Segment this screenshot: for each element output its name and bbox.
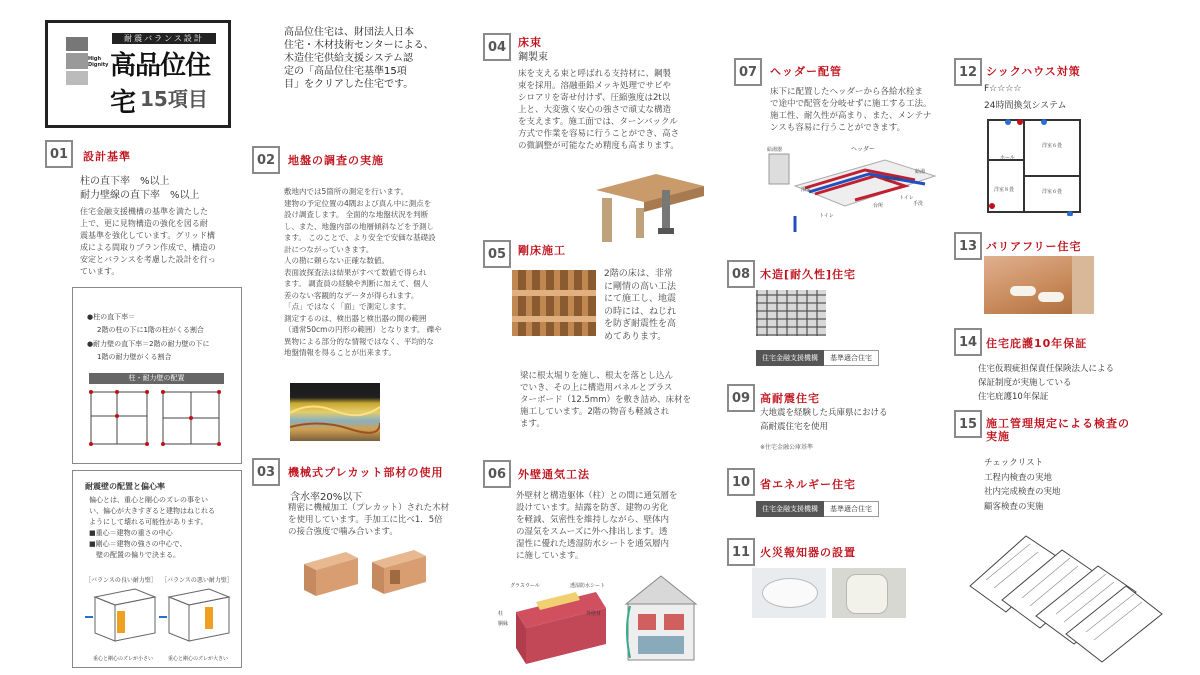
lbl-kyuto: 給湯 — [915, 169, 926, 175]
title-05: 剛床施工 — [518, 244, 566, 257]
lbl-toilet2: トイレ — [899, 195, 914, 201]
num-10: 10 — [727, 468, 755, 496]
title-01: 設計基準 — [83, 150, 131, 163]
s14-body: 住宅仮瑕疵担保責任保険法人による 保証制度が実施している 住宅庇護10年保証 — [978, 364, 1115, 402]
lbl-kitchen: 台所 — [873, 203, 884, 209]
num-07: 07 — [734, 58, 762, 86]
s07-body: 床下に配置したヘッダーから各給水栓ま で途中で配管を分岐せずに施工する工法。 施工性、耐久性が高まり、また、メンテナ ンスも容易に行うことができます。 — [770, 87, 932, 133]
title-08: 木造[耐久性]住宅 — [760, 268, 857, 281]
header-box — [45, 20, 231, 128]
checklist-documents-image — [966, 516, 1166, 666]
steel-post-image — [596, 168, 704, 250]
s01-diagram-box1 — [72, 287, 242, 464]
lbl-exterior: 外壁材 — [586, 611, 602, 617]
box1-line2: 2階の柱の下に1階の柱がくる割合 — [97, 326, 204, 334]
num-08: 08 — [727, 260, 755, 288]
s01-line2: 耐力壁線の直下率 %以上 — [80, 190, 200, 201]
good-label: ［バランスの良い耐力壁］ — [85, 577, 157, 584]
title-13: バリアフリー住宅 — [986, 240, 1082, 253]
num-11: 11 — [727, 538, 755, 566]
header-count: 15項目 — [140, 87, 208, 111]
s03-line1: 含水率20%以下 — [290, 492, 363, 503]
title-04: 床束 — [518, 36, 542, 49]
num-01: 01 — [45, 140, 73, 168]
house-vent-image — [616, 570, 706, 666]
lbl-toilet: トイレ — [819, 213, 834, 219]
lbl-sheet: 透湿防水シート — [570, 583, 606, 589]
ground-survey-image — [290, 383, 380, 441]
num-03: 03 — [252, 458, 280, 486]
floor-joist-image — [512, 270, 596, 336]
title-06: 外壁通気工法 — [518, 468, 590, 481]
s02-body: 敷地内では5箇所の測定を行います。 建物の予定位置の4隅および真ん中に測点を 設け調査します。 全面的な地盤状況を判断 し、また、地盤内部の地層傾斜などを予測し ます。 このことで、より安全で安価な基礎設 計につながっていきます。 人の勘に頼らない正確な数値。 表面波探査法は結果がすべて数値で得られ ます。 調査員の経験や判断に加えて、個人 差のない客観的なデータが得られます。 「点」ではなく「面」で測定します。 測定するのは、検出器と検出器の間の範囲 （通常50cmの円形の範囲）となります。 礫や 異物による部分的な情報ではなく、平均的な 地盤情報を得ることが出来ます。 — [284, 187, 442, 357]
cap-bad: 重心と剛心のズレが大きい — [168, 656, 229, 662]
title-11: 火災報知器の設置 — [760, 546, 856, 559]
precut-wood-image — [296, 544, 436, 600]
header-piping-image — [765, 146, 940, 232]
room2: ホール — [1000, 155, 1015, 161]
s15-body: チェックリスト 工程内検査の実地 社内完成検査の実地 顧客検査の実施 — [984, 458, 1061, 512]
room3: 洋室８畳 — [994, 187, 1015, 193]
box1-line3: ●耐力壁の直下率＝2階の耐力壁の下に — [87, 340, 210, 348]
s09-body: 大地震を経験した兵庫県における 高耐震住宅を使用 — [760, 408, 888, 432]
s03-body: 精密に機械加工（プレカット）された木材 を使用しています。手加工に比べ1．5倍 の接合強度で噛み合います。 — [288, 503, 450, 537]
title-03: 機械式プレカット部材の使用 — [288, 466, 444, 479]
fire-alarm-image — [752, 568, 906, 618]
wall-section-image — [496, 582, 616, 670]
title-14: 住宅庇護10年保証 — [986, 337, 1088, 350]
room4: 洋室６畳 — [1042, 189, 1063, 195]
lbl-wash: 洗面所 — [885, 177, 901, 183]
s05-body-right: 2階の床は、非常 に剛情の高い工法 にて施工し、地震 の時には、ねじれ を防ぎ耐震性を高 めてあります。 — [604, 269, 677, 342]
num-14: 14 — [954, 328, 982, 356]
balance-diagram — [85, 585, 235, 643]
title-09: 高耐震住宅 — [760, 392, 820, 405]
lbl-wc: 手洗 — [913, 201, 924, 207]
lbl-bath: 浴室 — [801, 187, 812, 193]
s09-note: ※住宅金融公庫基準 — [760, 444, 814, 451]
durable-house-image — [756, 290, 826, 336]
s08-tag — [756, 350, 879, 366]
num-02: 02 — [252, 146, 280, 174]
box2-title: 耐震壁の配置と偏心率 — [85, 482, 165, 491]
s08-tag-dark: 住宅金融支援機構 — [756, 350, 824, 366]
num-04: 04 — [483, 33, 511, 61]
title-12: シックハウス対策 — [986, 65, 1081, 78]
num-13: 13 — [954, 232, 982, 260]
title-10: 省エネルギー住宅 — [760, 478, 856, 491]
barrier-free-image — [984, 256, 1094, 314]
num-06: 06 — [483, 460, 511, 488]
box1-line1: ●柱の直下率＝ — [87, 313, 136, 321]
s06-body: 外壁材と構造躯体（柱）との間に通気層を 設けています。結露を防ぎ、建物の劣化 を軽減、気密性を維持しながら、壁体内 の湿気をスムーズに外へ排出します。透 湿性に優れた透湿防水シートを通気層内 に施しています。 — [516, 491, 678, 561]
header-small-title: 耐震バランス設計 — [112, 33, 216, 44]
box1-banner: 柱・耐力壁の配置 — [89, 373, 224, 384]
s01-line1: 柱の直下率 %以上 — [80, 176, 170, 187]
title-07: ヘッダー配管 — [770, 65, 842, 78]
floor-plan-diagram — [87, 388, 227, 452]
s05-body: 梁に根太堀りを施し、根太を落とし込ん でいき、その上に構造用パネルとプラス ターボード（12.5mm）を敷き詰め、床材を 施工しています。2階の物音も軽減され ます。 — [520, 371, 692, 429]
high-dignity-label: High Dignity — [88, 56, 109, 68]
s01-diagram-box2 — [72, 470, 242, 668]
num-05: 05 — [483, 240, 511, 268]
s04-body: 床を支える束と呼ばれる支持材に、鋼製 束を採用。溶融亜鉛メッキ処理でサビや シロアリを寄せ付けず、圧縮強度は2t以 上と、大変強く安心の強さで頑丈な構造 を支えます。施工面では、ターンバックル 方式で作業を容易に行うことができ、高さ の微調整が可能なため精度も高まります。 — [518, 69, 680, 151]
s10-tag-light: 基準適合住宅 — [824, 501, 879, 517]
bad-label: ［バランスの悪い耐力壁］ — [161, 577, 233, 584]
box1-line4: 1階の耐力壁がくる割合 — [97, 353, 172, 361]
s08-tag-light: 基準適合住宅 — [824, 350, 879, 366]
header-main-title: 高品位住宅 — [110, 51, 211, 118]
title-15: 施工管理規定による検査の 実施 — [986, 417, 1130, 443]
title-02: 地盤の調査の実施 — [288, 154, 384, 167]
lbl-header: ヘッダー — [851, 146, 876, 153]
lbl-hot: 給湯器 — [767, 147, 783, 153]
room1: 洋室６畳 — [1042, 143, 1063, 149]
num-12: 12 — [954, 58, 982, 86]
s12-line1: F☆☆☆☆ — [984, 84, 1022, 94]
s04-subtitle: 鋼製束 — [518, 52, 548, 63]
ventilation-floorplan-image — [984, 116, 1084, 216]
lbl-body: 胴縁 — [498, 621, 509, 627]
num-09: 09 — [727, 384, 755, 412]
s12-line2: 24時間換気システム — [984, 101, 1067, 111]
s10-tag — [756, 501, 879, 517]
s10-tag-dark: 住宅金融支援機構 — [756, 501, 824, 517]
cap-good: 重心と剛心のズレが小さい — [93, 656, 154, 662]
box2-body: 偏心とは、重心と剛心のズレの事をい い、偏心が大きすぎると建物はねじれる ようにして壊れる可能性があります。 ■重心＝建物の重さの中心 ■剛心＝建物の強さの中心で、 壁の配置の偏りで決まる。 — [89, 496, 215, 559]
lbl-pillar: 柱 — [498, 611, 504, 617]
header-intro: 高品位住宅は、財団法人日本 住宅・木材技術センターによる、 木造住宅供給支援システム認 定の「高品位住宅基準15項 目」をクリアした住宅です。 — [284, 27, 434, 90]
num-15: 15 — [954, 410, 982, 438]
s01-body: 住宅金融支援機構の基準を満たした 上で、更に見物構造の強化を図る耐 震基準を強化しています。グリッド構 成による間取りプラン作成で、構造の 安定とバランスを考慮した設計を行っ ています。 — [80, 207, 216, 276]
lbl-glasswool: グラスウール — [510, 583, 540, 589]
